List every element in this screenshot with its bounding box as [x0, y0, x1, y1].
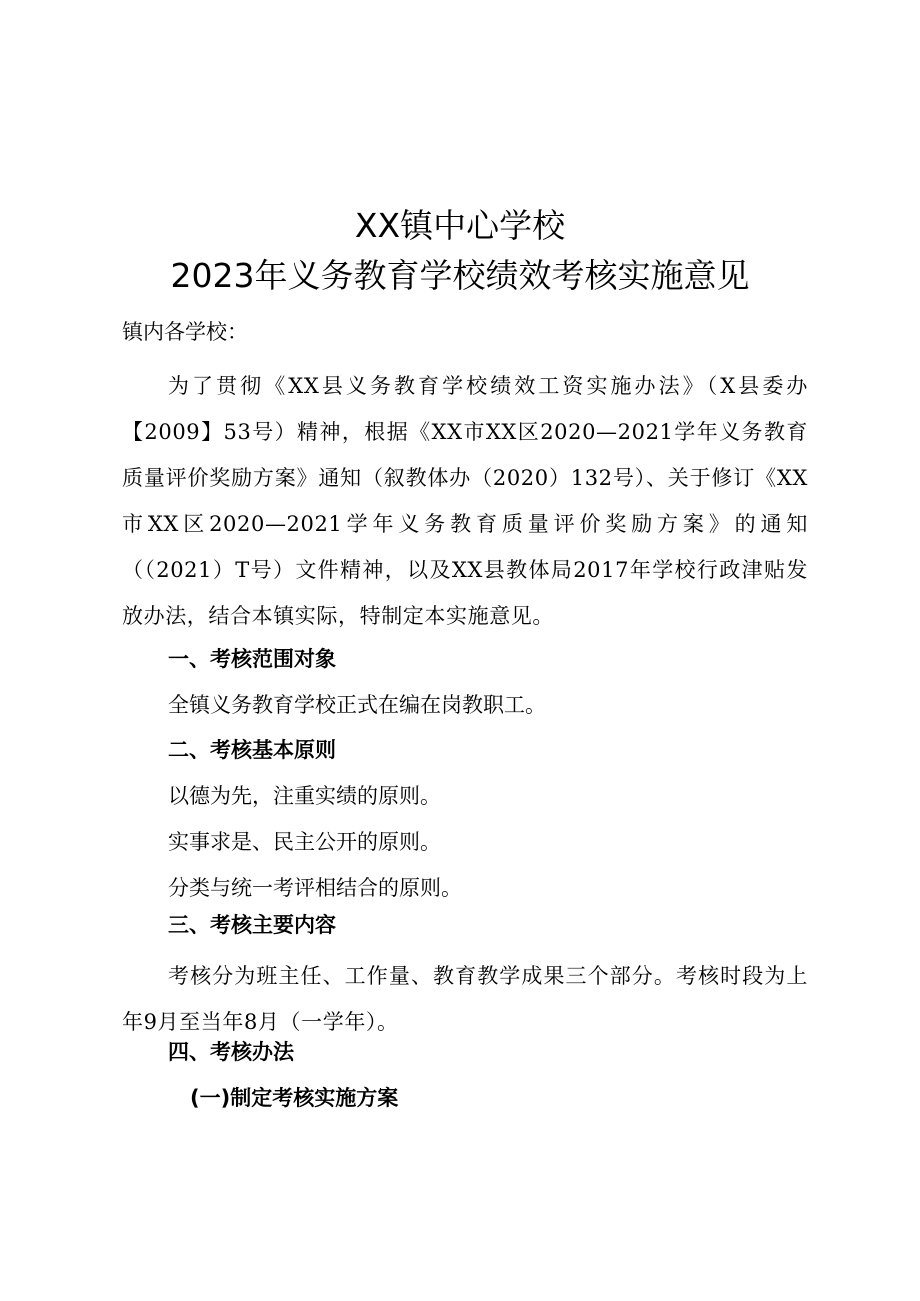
document-title-line-1: XX镇中心学校 — [354, 206, 566, 245]
principle-item: 实事求是、民主公开的原则。 — [168, 830, 441, 854]
section-heading-scope: 一、考核范围对象 — [168, 647, 336, 671]
principle-item: 分类与统一考评相结合的原则。 — [168, 876, 462, 900]
scope-text: 全镇义务教育学校正式在编在岗教职工。 — [168, 693, 546, 717]
document-title-line-2: 2023年义务教育学校绩效考核实施意见 — [170, 256, 750, 295]
section-heading-content: 三、考核主要内容 — [168, 913, 336, 937]
content-paragraph: 考核分为班主任、工作量、教育教学成果三个部分。考核时段为上年9月至当年8月（一学年）。 — [122, 964, 808, 1034]
principle-item: 以德为先，注重实绩的原则。 — [168, 784, 441, 808]
section-heading-methods: 四、考核办法 — [168, 1040, 294, 1064]
intro-paragraph: 为了贯彻《XX县义务教育学校绩效工资实施办法》（X县委办【2009】53号）精神，根据《XX市XX区2020—2021学年义务教育质量评价奖励方案》通知（叙教体办（2020）132号）、关于修订《XX市XX区2020—2021学年义务教育质量评价奖励方案》的通知（（2021）T号）文件精神，以及XX县教体局2017年学校行政津贴发放办法，结合本镇实际，特制定本实施意见。 — [122, 374, 808, 628]
salutation: 镇内各学校： — [122, 320, 248, 344]
subsection-heading: (一)制定考核实施方案 — [190, 1086, 399, 1110]
section-heading-principles: 二、考核基本原则 — [168, 738, 336, 762]
